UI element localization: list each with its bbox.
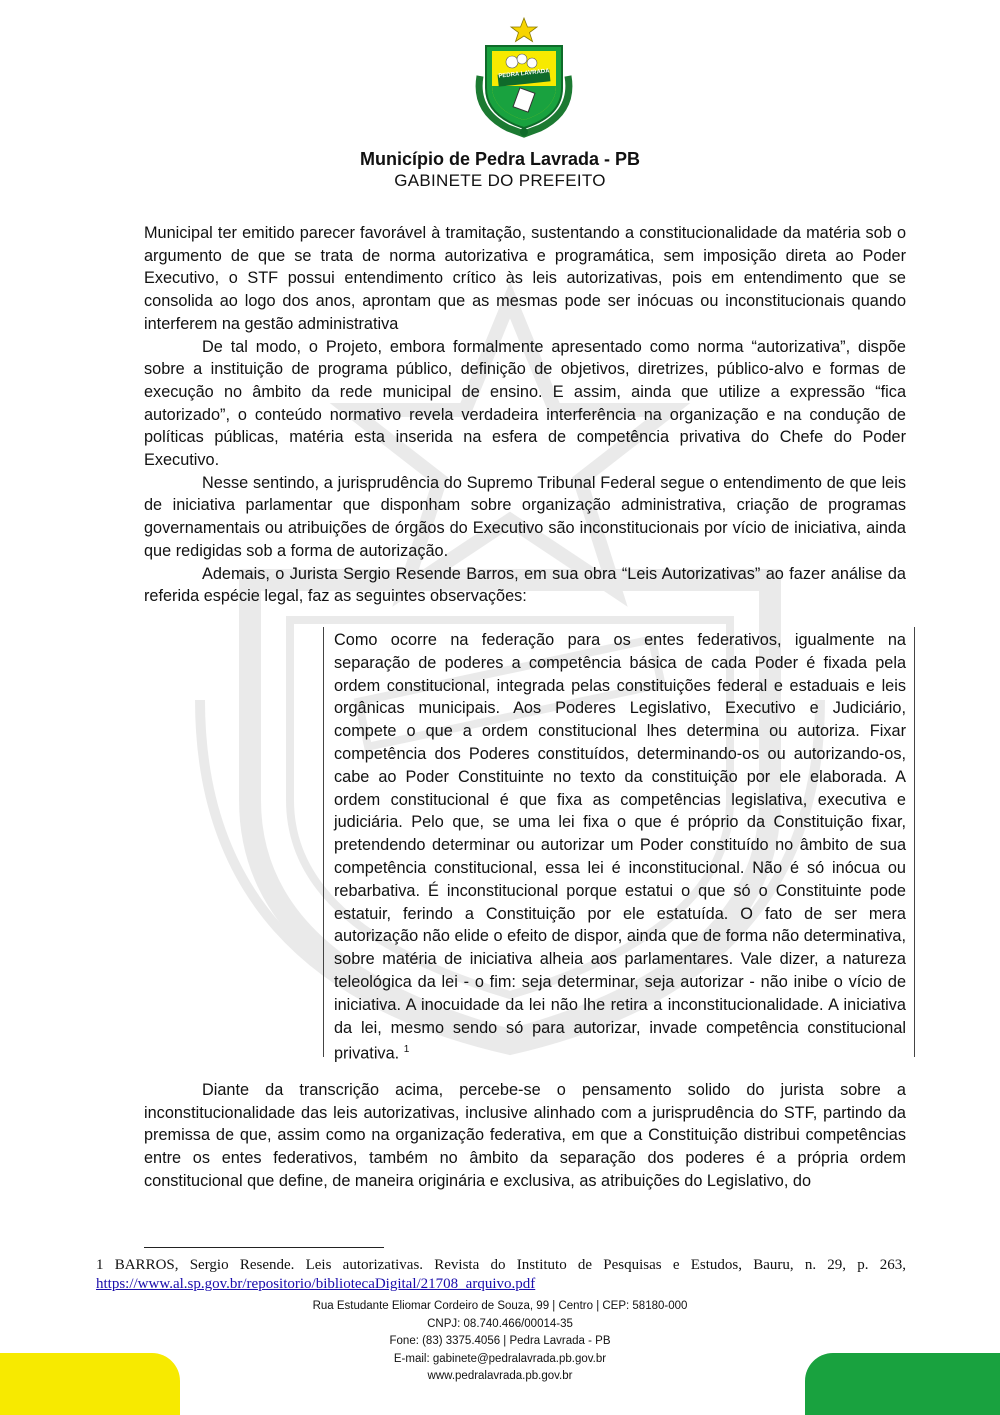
footnote-link[interactable]: https://www.al.sp.gov.br/repositorio/bibliotecaDigital/21708_arquivo.pdf — [96, 1276, 536, 1292]
document-header — [0, 148, 1000, 192]
quote-text: Como ocorre na federação para os entes federativos, igualmente na separação de poderes a competência básica de cada Poder é fixada pela ordem constitucional, integrada pelas constituições federal e estaduais e leis orgânicas municipais. Aos Poderes Legislativo, Executivo e Judiciário, compete o que a ordem constitucional lhes determina ou autoriza. Fixar competência dos Poderes constituídos, determinando-os ou autorizando-os, cabe ao Poder Constituinte no texto da constituição por ele elaborada. A ordem constitucional é que fixa as competências legislativa, executiva e judiciária. Pelo que, se uma lei fixa o que é próprio da Constituição fixar, pretendendo determinar ou autorizar um Poder constituído no âmbito de sua competência constitucional, essa lei é inconstitucional. Não é só inócua ou rebarbativa. É inconstitucional porque estatui o que só o Constituinte pode estatuir, ferindo a Constituição por ele estatuída. O fato de ser mera autorização não elide o efeito de dispor, ainda que de forma não determinativa, sobre matéria de iniciativa alheia aos parlamentares. Vale dizer, a natureza teleológica da lei - o fim: seja determinar, seja autorizar - não inibe o vício de iniciativa. A inocuidade da lei não lhe retira a inconstitucionalidade. A iniciativa da lei, mesmo sendo só para autorizar, invade competência constitucional privativa. — [334, 631, 906, 1063]
crest-banner-label: PEDRA LAVRADA — [498, 68, 550, 80]
email: E-mail: gabinete@pedralavrada.pb.gov.br — [393, 1352, 607, 1365]
municipality-title: Município de Pedra Lavrada - PB — [359, 149, 641, 169]
body-paragraph: Ademais, o Jurista Sergio Resende Barros, em sua obra “Leis Autorizativas” ao fazer análise da referida espécie legal, faz as seguintes observações: — [144, 564, 906, 606]
street-address: Rua Estudante Eliomar Cordeiro de Souza, 99 | Centro | CEP: 58180-000 — [312, 1300, 688, 1312]
body-paragraph: Municipal ter emitido parecer favorável à tramitação, sustentando a constitucionalidade da matéria sob o argumento de que se trata de norma autorizativa e programática, sem imposição direta ao Poder Executivo, o STF possui entendimento crítico às leis autorizativas, pois em entendimento que se consolida ao logo dos anos, aprontam que as mesmas pode ser inócuas ou inconstitucionais quando interferem na gestão administrativa — [144, 224, 906, 333]
green-footer-corner — [805, 1353, 1000, 1415]
phone: Fone: (83) 3375.4056 | Pedra Lavrada - PB — [389, 1335, 611, 1347]
footnote-separator — [144, 1247, 384, 1248]
body-text — [144, 222, 906, 608]
block-quote — [323, 627, 915, 1063]
footnote-reference[interactable]: 1 — [403, 1044, 410, 1056]
footnote — [96, 1256, 906, 1294]
body-paragraph: Nesse sentindo, a jurisprudência do Supremo Tribunal Federal segue o entendimento de que leis de iniciativa parlamentar que disponham sobre organização administrativa, criação de programas governamentais ou atribuições de órgãos do Executivo são inconstitucionais por vício de iniciativa, ainda que redigidas sob a forma de autorização. — [144, 473, 906, 560]
footnote-text: 1 BARROS, Sergio Resende. Leis autorizativas. Revista do Instituto de Pesquisas e Estudos, Bauru, n. 29, p. 263, — [96, 1257, 906, 1273]
closing-paragraph: Diante da transcrição acima, percebe-se o pensamento solido do jurista sobre a inconstitucionalidade das leis autorizativas, inclusive alinhado com a jurisprudência do STF, partindo da premissa de que, assim como na organização federativa, em que a Constituição distribui competências entre os entes federativos, também no âmbito da separação dos poderes é a própria ordem constitucional que define, de maneira originária e exclusiva, as atribuições do Legislativo, do — [144, 1081, 906, 1190]
body-paragraph: De tal modo, o Projeto, embora formalmente apresentado como norma “autorizativa”, dispõe sobre a instituição de programa público, definição de objetivos, diretrizes, público-alvo e formas de execução no âmbito da rede municipal de ensino. E assim, ainda que utilize a expressão “fica autorizado”, o conteúdo normativo revela verdadeira interferência na organização e na condução de políticas públicas, matéria esta inserida na esfera de competência privativa do Chefe do Poder Executivo. — [144, 337, 906, 470]
office-subtitle: GABINETE DO PREFEITO — [394, 171, 606, 190]
yellow-footer-corner — [0, 1353, 180, 1415]
closing-text — [144, 1079, 906, 1193]
website: www.pedralavrada.pb.gov.br — [427, 1370, 573, 1382]
cnpj: CNPJ: 08.740.466/00014-35 — [427, 1317, 573, 1330]
